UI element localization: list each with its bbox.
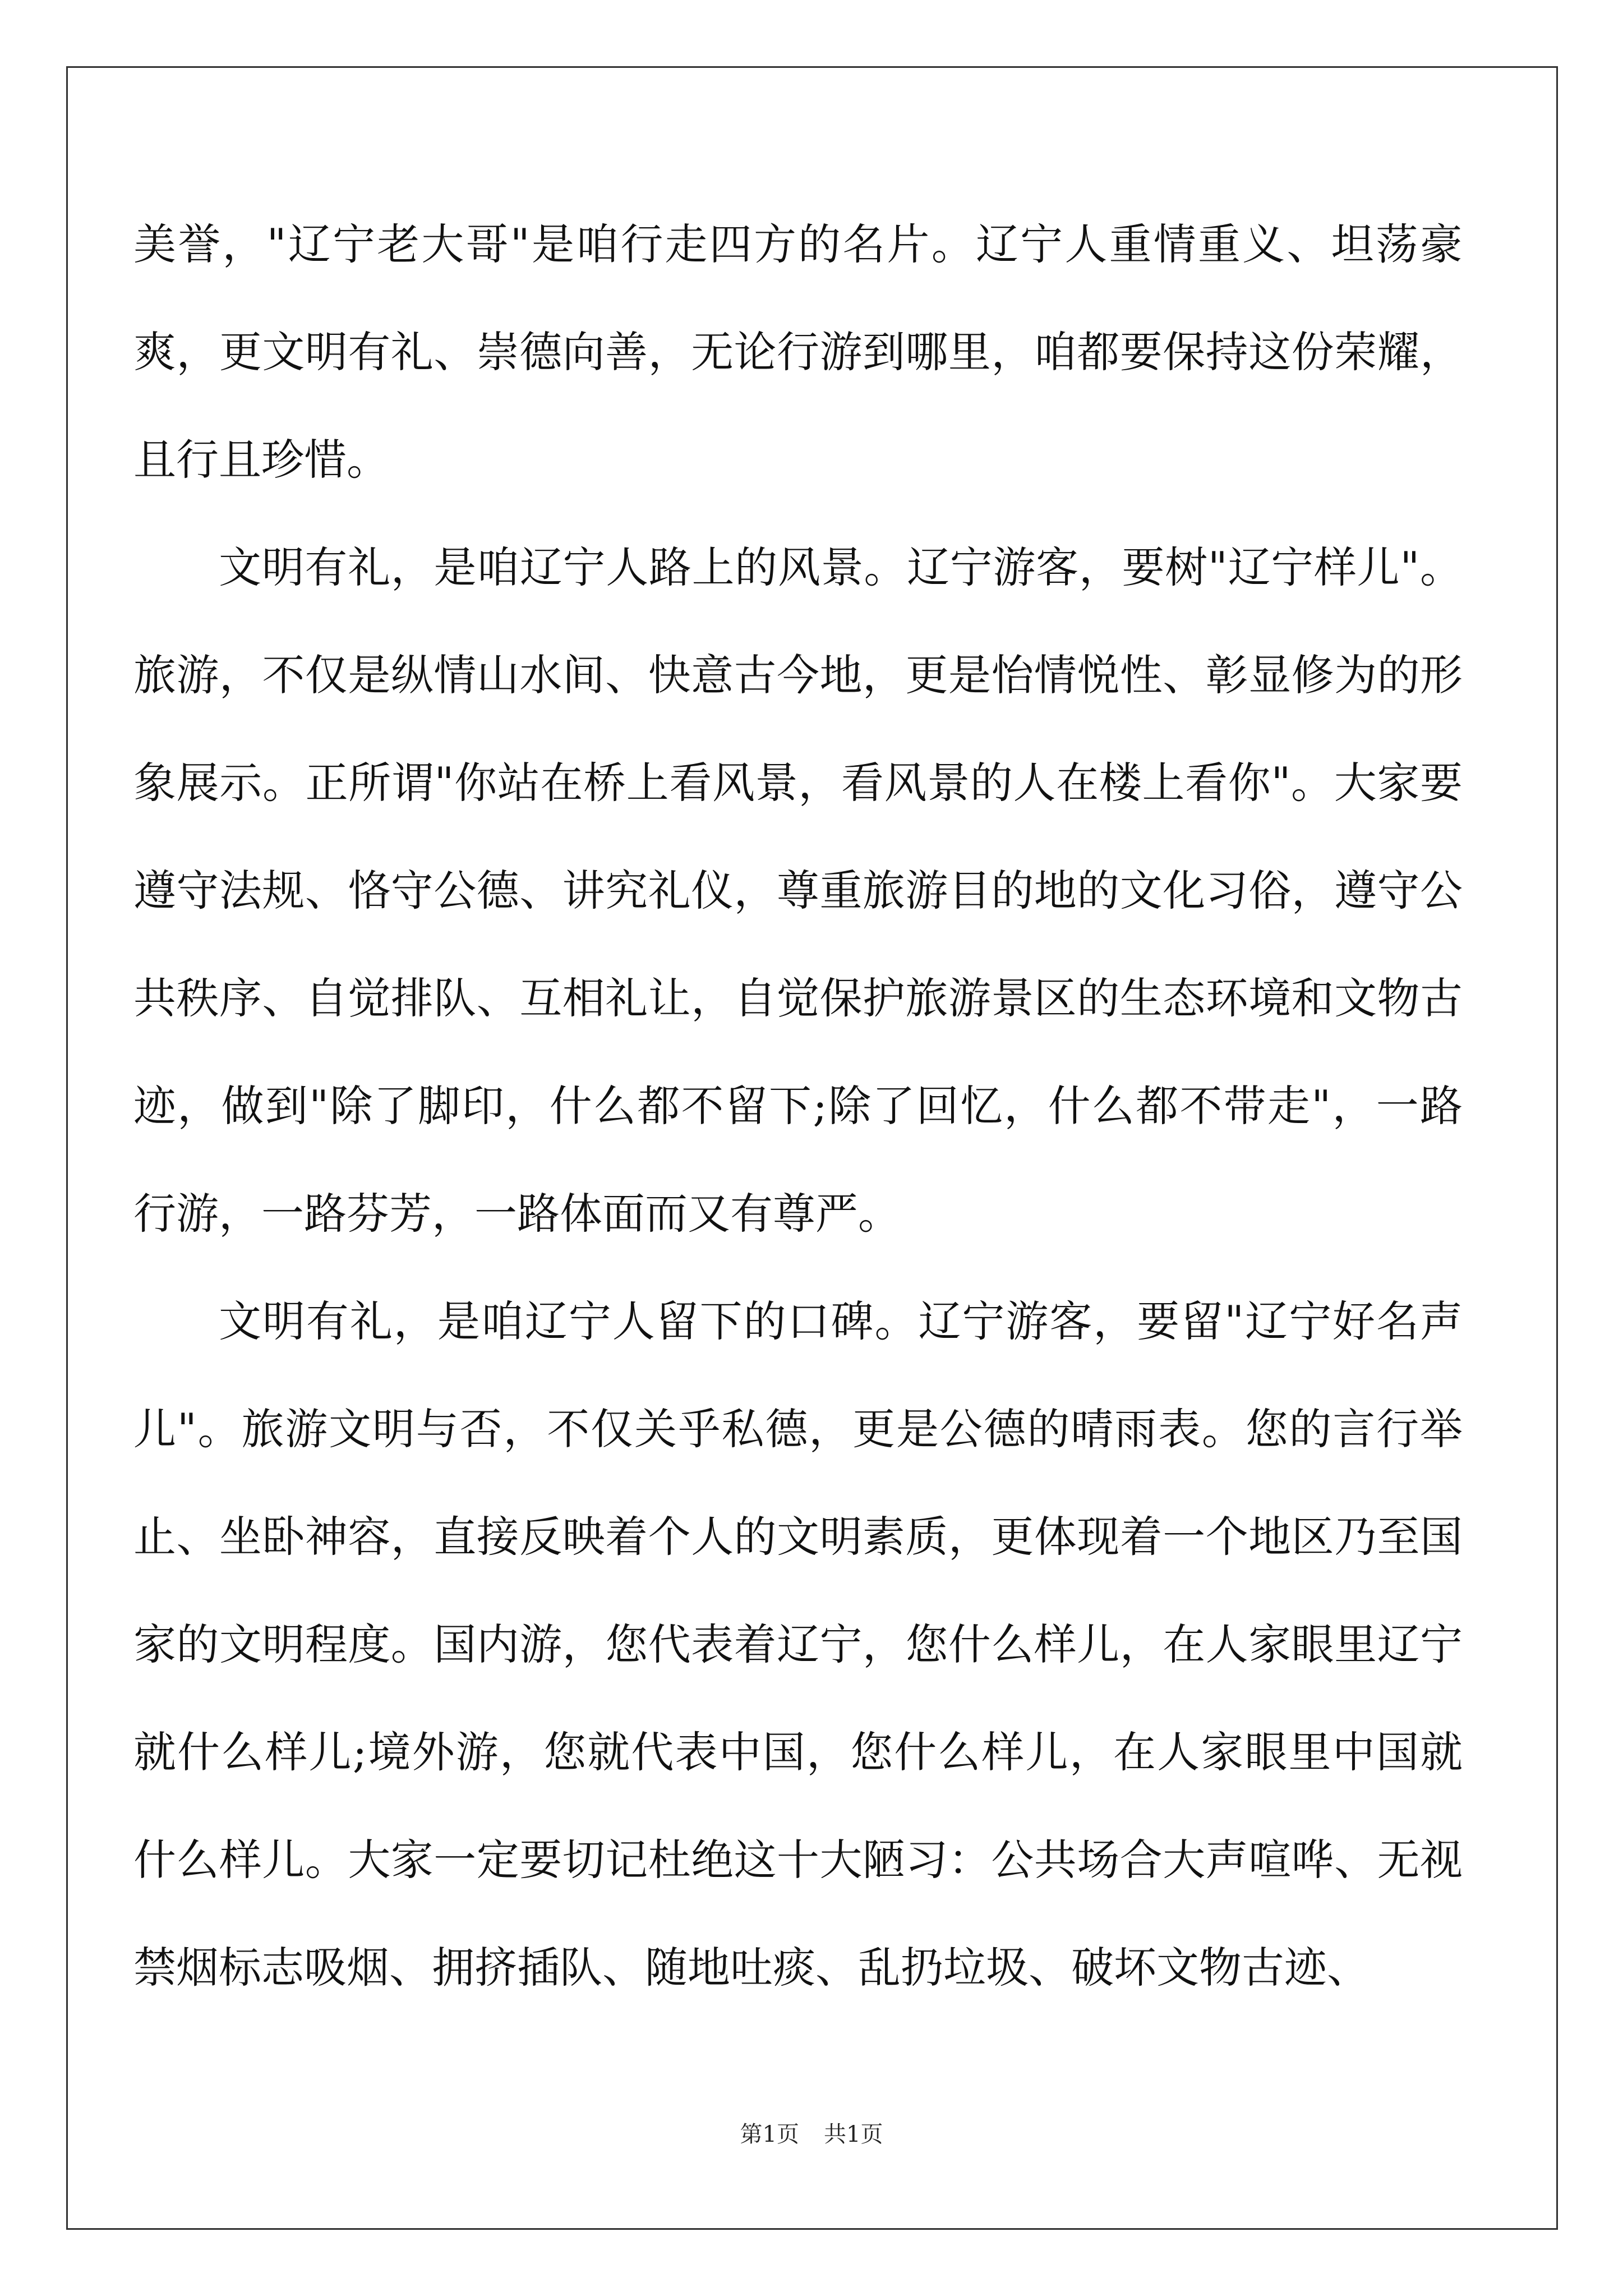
page-total: 共1页 — [824, 2122, 883, 2147]
paragraph-3: 文明有礼，是咱辽宁人留下的口碑。辽宁游客，要留"辽宁好名声儿"。旅游文明与否，不仅关乎私德，更是公德的晴雨表。您的言行举止、坐卧神容，直接反映着个人的文明素质，更体现着一个地区乃至国家的文明程度。国内游，您代表着辽宁，您什么样儿，在人家眼里辽宁就什么样儿;境外游，您就代表中国，您什么样儿，在人家眼里中国就什么样儿。大家一定要切记杜绝这十大陋习：公共场合大声喧哗、无视禁烟标志吸烟、拥挤插队、随地吐痰、乱扔垃圾、破坏文物古迹、 — [133, 1296, 1463, 1993]
page-number: 第1页 — [740, 2122, 799, 2147]
page-footer — [0, 2118, 1623, 2151]
paragraph-1: 美誉，"辽宁老大哥"是咱行走四方的名片。辽宁人重情重义、坦荡豪爽，更文明有礼、崇德向善，无论行游到哪里，咱都要保持这份荣耀，且行且珍惜。 — [133, 219, 1463, 485]
document-body — [133, 191, 1463, 2022]
paragraph-2: 文明有礼，是咱辽宁人路上的风景。辽宁游客，要树"辽宁样儿"。旅游，不仅是纵情山水间、快意古今地，更是怡情悦性、彰显修为的形象展示。正所谓"你站在桥上看风景，看风景的人在楼上看你"。大家要遵守法规、恪守公德、讲究礼仪，尊重旅游目的地的文化习俗，遵守公共秩序、自觉排队、互相礼让，自觉保护旅游景区的生态环境和文物古迹，做到"除了脚印，什么都不留下;除了回忆，什么都不带走"，一路行游，一路芬芳，一路体面而又有尊严。 — [133, 542, 1463, 1239]
